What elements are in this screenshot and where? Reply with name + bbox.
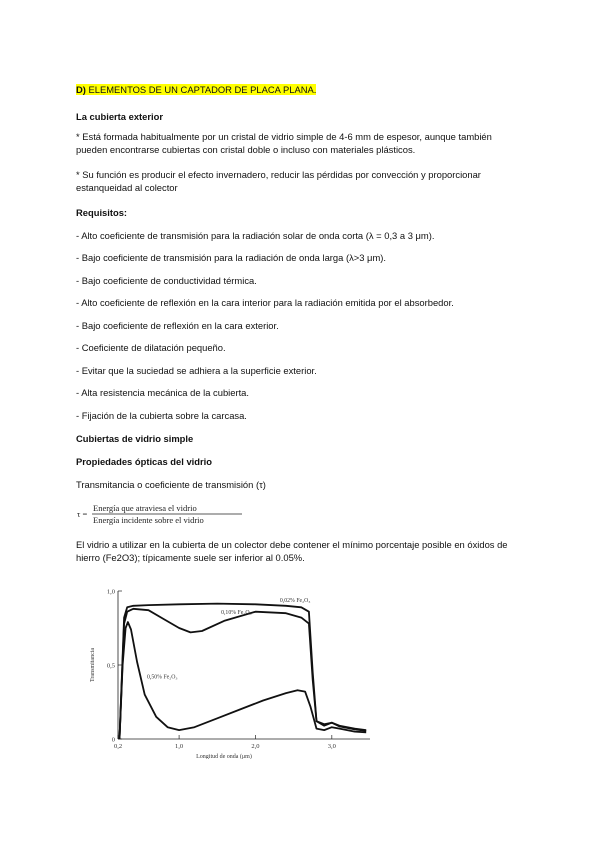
section-title-text: ELEMENTOS DE UN CAPTADOR DE PLACA PLANA. — [85, 84, 317, 95]
cubierta-heading: La cubierta exterior — [76, 111, 164, 122]
requisito-item: - Alta resistencia mecánica de la cubierta. — [76, 387, 250, 398]
propiedades-heading: Propiedades ópticas del vidrio — [76, 456, 212, 467]
x-tick-label: 1,0 — [175, 743, 184, 750]
x-tick-label: 0,2 — [113, 743, 123, 750]
transmittance-chart — [74, 583, 374, 759]
section-title — [76, 83, 316, 96]
transmittance-formula — [76, 502, 246, 526]
series-label-2: 0,10% Fe₂O₃ — [221, 609, 252, 616]
series-line-1 — [120, 604, 367, 739]
requisitos-heading: Requisitos: — [76, 207, 128, 218]
series-label-1: 0,02% Fe₂O₃ — [279, 598, 311, 605]
x-tick-label: 2,0 — [251, 743, 260, 750]
requisito-item: - Coeficiente de dilatación pequeño. — [76, 342, 226, 353]
requisito-item: - Alto coeficiente de transmisión para la radiación solar de onda corta (λ = 0,3 a 3 μm). — [76, 230, 435, 241]
requisito-item: - Evitar que la suciedad se adhiera a la superficie exterior. — [76, 365, 317, 376]
y-tick-label: 0 — [111, 736, 115, 744]
y-tick-label: 0,5 — [106, 662, 115, 670]
formula-denominator: Energía incidente sobre el vidrio — [93, 515, 204, 525]
series-line-3 — [120, 622, 367, 739]
requisito-item: - Fijación de la cubierta sobre la carcasa. — [76, 410, 247, 421]
section-letter: D) — [76, 84, 86, 95]
x-axis-label: Longitud de onda (μm) — [196, 754, 252, 759]
requisito-item: - Bajo coeficiente de reflexión en la cara exterior. — [76, 320, 279, 331]
requisito-item: - Alto coeficiente de reflexión en la cara interior para la radiación emitida por el absorbedor. — [76, 297, 454, 308]
formula-numerator: Energía que atraviesa el vidrio — [93, 503, 197, 513]
vidrio-simple-heading: Cubiertas de vidrio simple — [76, 433, 194, 444]
y-tick-label: 1,0 — [106, 588, 115, 596]
y-axis-label: Transmitancia — [90, 647, 96, 683]
transmitancia-label: Transmitancia o coeficiente de transmisión (τ) — [76, 479, 266, 490]
series-label-3: 0,50% Fe₂O₃ — [147, 674, 178, 681]
requisito-item: - Bajo coeficiente de conductividad térmica. — [76, 275, 257, 286]
requisito-item: - Bajo coeficiente de transmisión para la radiación de onda larga (λ>3 μm). — [76, 252, 386, 263]
cubierta-paragraph-2: * Su función es producir el efecto invernadero, reducir las pérdidas por convección y proporcionar estanqueidad al colector — [76, 169, 481, 193]
formula-symbol: τ = — [77, 509, 88, 519]
hierro-paragraph: El vidrio a utilizar en la cubierta de un colector debe contener el mínimo porcentaje posible en óxidos de hierro (Fe2O3); típicamente suele ser inferior al 0.05%. — [76, 539, 508, 563]
cubierta-paragraph-1: * Está formada habitualmente por un cristal de vidrio simple de 4-6 mm de espesor, aunque también pueden encontrarse cubiertas con cristal doble o incluso con materiales plásticos. — [76, 131, 492, 155]
x-tick-label: 3,0 — [327, 743, 336, 750]
